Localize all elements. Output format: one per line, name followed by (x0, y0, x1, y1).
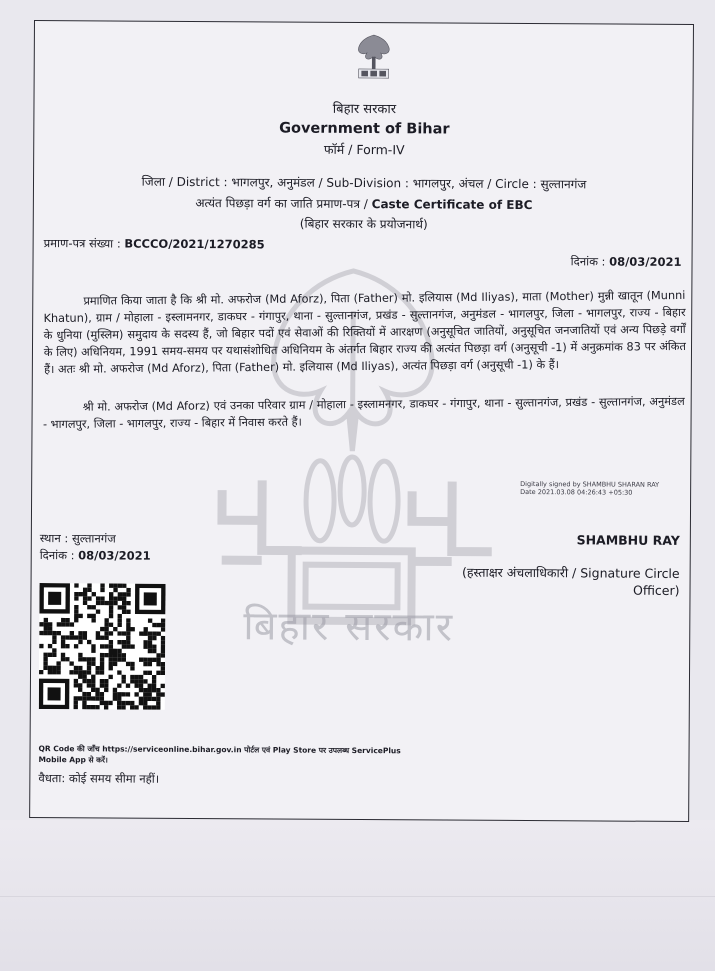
header-english-title: Government of Bihar (279, 120, 450, 138)
certificate-title-hindi: अत्यंत पिछड़ा वर्ग का जाति प्रमाण-पत्र / (195, 195, 372, 212)
signatory-role: (हस्ताक्षर अंचलाधिकारी / Signature Circle Officer) (461, 564, 680, 598)
issue-date (571, 254, 682, 270)
certificate-title (34, 193, 694, 214)
issue-date-label: दिनांक : (570, 254, 610, 269)
district-line: जिला / District : भागलपुर, अनुमंडल / Sub-Division : भागलपुर, अंचल / Circle : सुल्तानगंज (141, 174, 587, 192)
place-date (40, 548, 151, 564)
paper-fold-line (0, 896, 715, 897)
digital-signature-signer: Digitally signed by SHAMBHU SHARAN RAY (520, 479, 660, 489)
digital-signature-stamp (520, 480, 659, 497)
signatory-name: SHAMBHU RAY (576, 532, 680, 548)
validity-note: वैधता: कोई समय सीमा नहीं। (38, 771, 160, 786)
issue-date-value: 08/03/2021 (609, 254, 682, 269)
caste-certificate (29, 20, 694, 822)
place: स्थान : सुल्तानगंज (39, 531, 116, 546)
certificate-number-label: प्रमाण-पत्र संख्या : (43, 236, 125, 251)
certificate-body-paragraph-1: प्रमाणित किया जाता है कि श्री मो. अफरोज (Md Aforz), पिता (Father) मो. इलियास (Md Iliyas), माता (Mother) मुन्नी खातून (Munni Khatun), ग्राम / मोहाला - इस्लामनगर, डाकघर - गंगापुर, थाना - सुल्तानगंज, प्रखंड - सुल्तानगंज, अनुमंडल - भागलपुर, जिला - भागलपुर, राज्य - बिहार के धुनिया (मुस्लिम) समुदाय के सदस्य हैं, जो बिहार पदों एवं सेवाओं की रिक्तियों में आरक्षण (अनुसूचित जातियों, अनुसूचित जनजातियों एवं अन्य पिछड़े वर्गों के लिए) अधिनियम, 1991 समय-समय पर यथासंशोधित अधिनियम के अंतर्गत बिहार राज्य की अत्यंत पिछड़ा वर्ग (अनुसूची -1) में अनुक्रमांक 83 पर अंकित हैं। अतः श्री मो. अफरोज (Md Aforz), पिता (Father) मो. इलियास (Md Iliyas), अत्यंत पिछड़ा वर्ग (अनुसूची -1) के हैं। (43, 288, 686, 377)
certificate-number-value: BCCCO/2021/1270285 (124, 236, 265, 252)
place-date-label: दिनांक : (39, 548, 79, 563)
place-date-value: 08/03/2021 (78, 548, 151, 563)
bihar-government-emblem-icon (345, 31, 403, 83)
watermark-text: बिहार सरकार (243, 603, 455, 651)
header-hindi-title: बिहार सरकार (332, 101, 397, 118)
certificate-title-english: Caste Certificate of EBC (371, 197, 533, 213)
form-number: फॉर्म / Form-IV (323, 141, 405, 158)
qr-code-icon[interactable] (39, 583, 166, 710)
certificate-purpose: (बिहार सरकार के प्रयोजनार्थ) (299, 216, 428, 232)
qr-verification-note: QR Code की जाँच https://serviceonline.bihar.gov.in पोर्टल एवं Play Store पर उपलब्ध ServicePlus Mobile App से करें। (38, 744, 401, 765)
certificate-body-paragraph-2: श्री मो. अफरोज (Md Aforz) एवं उनका परिवार ग्राम / मोहाला - इस्लामनगर, डाकघर - गंगापुर, थाना - सुल्तानगंज, प्रखंड - सुल्तानगंज, अनुमंडल - भागलपुर, जिला - भागलपुर, राज्य - बिहार में निवास करते हैं। (42, 394, 685, 432)
digital-signature-date: Date 2021.03.08 04:26:43 +05:30 (520, 487, 633, 497)
